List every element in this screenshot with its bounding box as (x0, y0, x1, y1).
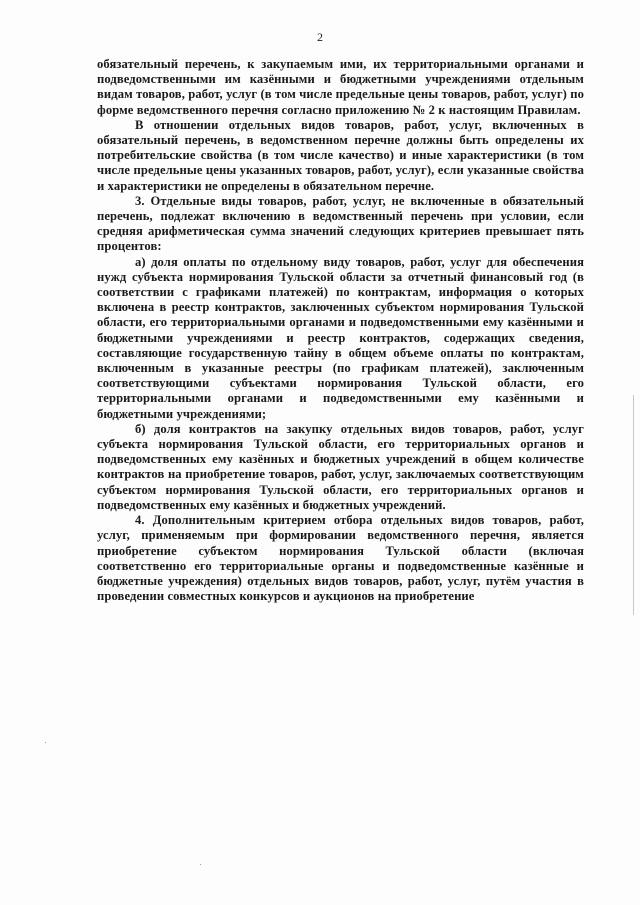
paragraph-mandatory-list: В отношении отдельных видов товаров, работ, услуг, включенных в обязательный перечень, в ведомственном перечне должны быть определены их потребительские свойства (в том числе качество) и иные характеристики (в том числе предельные цены указанных товаров, работ, услуг), если указанные свойства и характеристики не определены в обязательном перечне. (97, 117, 584, 193)
page-number: 2 (317, 30, 323, 44)
paragraph-continuation: обязательный перечень, к закупаемым ими, их территориальными органами и подведомственными им казёнными и бюджетными учреждениями отдельным видам товаров, работ, услуг (в том числе предельные цены товаров, работ, услуг) по форме ведомственного перечня согласно приложению № 2 к настоящим Правилам. (97, 57, 584, 117)
scan-edge-line (633, 395, 634, 615)
paragraph-item-3: 3. Отдельные виды товаров, работ, услуг, не включенные в обязательный перечень, подлежат включению в ведомственный перечень при условии, если средняя арифметическая сумма значений следующих критериев превышает пять процентов: (97, 193, 584, 254)
scan-speck (45, 742, 46, 743)
paragraph-item-3a: а) доля оплаты по отдельному виду товаров, работ, услуг для обеспечения нужд субъекта нормирования Тульской области за отчетный финансовый год (в соответствии с графиками платежей) по контрактам, информация о которых включена в реестр контрактов, заключенных субъектом нормирования Тульской области, его территориальными органами и подведомственными ему казёнными и бюджетными учреждениями и реестр контрактов, содержащих сведения, составляющие государственную тайну в общем объеме оплаты по контрактам, включенным в указанные реестры (по графикам платежей), заключенным соответствующими субъектами нормирования Тульской области, его территориальными органами и подведомственными ему казёнными и бюджетными учреждениями; (97, 254, 584, 421)
scan-speck (200, 864, 201, 865)
paragraph-item-3b: б) доля контрактов на закупку отдельных видов товаров, работ, услуг субъекта нормирования Тульской области, его территориальных органов и подведомственных ему казённых и бюджетных учреждений в общем количестве контрактов на приобретение товаров, работ, услуг, заключаемых соответствующим субъектом нормирования Тульской области, его территориальных органов и подведомственных ему казённых и бюджетных учреждений. (97, 421, 584, 512)
body-text (97, 57, 584, 604)
paragraph-item-4: 4. Дополнительным критерием отбора отдельных видов товаров, работ, услуг, применяемым при формировании ведомственного перечня, является приобретение субъектом нормирования Тульской области (включая соответственно его территориальные органы и подведомственные казённые и бюджетные учреждения) отдельных видов товаров, работ, услуг, путём участия в проведении совместных конкурсов и аукционов на приобретение (97, 513, 584, 604)
